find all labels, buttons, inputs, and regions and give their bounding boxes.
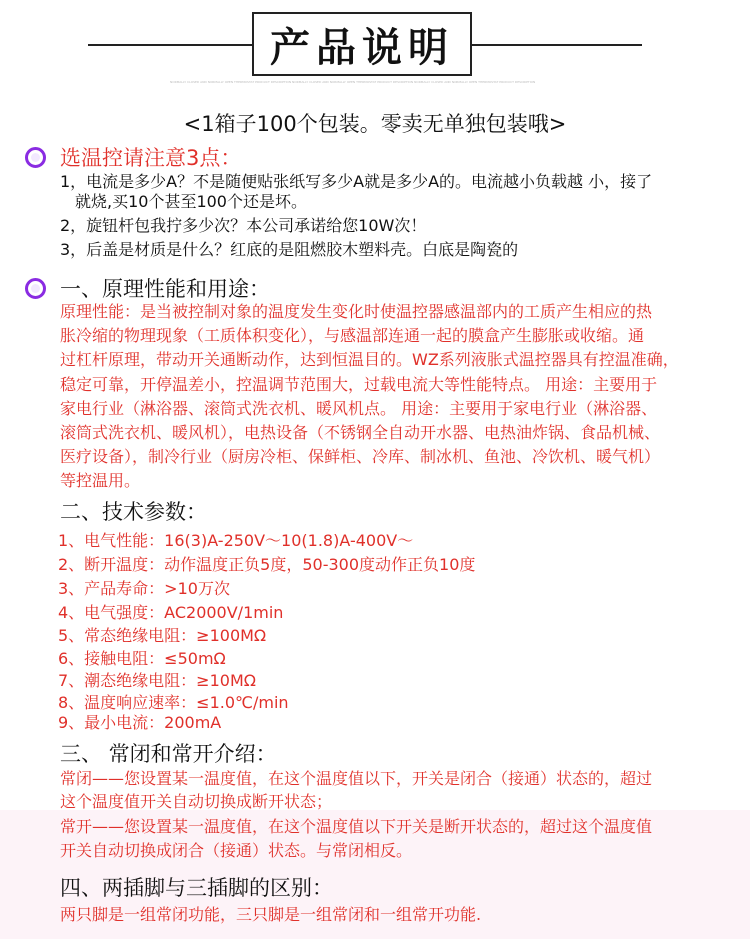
spec-item: 2、断开温度：动作温度正负5度，50-300度动作正负10度 (58, 555, 476, 574)
section4-text (60, 903, 740, 927)
paragraph-line: 家电行业（淋浴器、滚筒式洗衣机、暖风机点。 用途：主要用于家电行业（淋浴器、 (60, 398, 658, 418)
attention-item-2: 2，旋钮杆包我拧多少次？本公司承诺给您10W次！ (60, 216, 427, 235)
paragraph-line: 开关自动切换成闭合（接通）状态。与常闭相反。 (60, 841, 413, 860)
section1-paragraph (60, 300, 740, 494)
paragraph-line: 胀冷缩的物理现象（工质体积变化），与感温部连通一起的膜盒产生膨胀或收缩。通 (60, 326, 645, 346)
spec-item: 6、接触电阻：≤50mΩ (58, 649, 226, 668)
paragraph-line: 这个温度值开关自动切换成断开状态； (60, 792, 333, 811)
section4-heading: 四、两插脚与三插脚的区别： (60, 876, 333, 900)
title-rule-left (88, 44, 252, 46)
spec-item: 3、产品寿命：>10万次 (58, 579, 230, 598)
fine-print-line: NORMALLY CLOSED AND NORMALLY OPEN THERMOSTAT PRODUCT DESCRIPTION NORMALLY CLOSED AND NORMALLY OPEN THERMOSTAT PRODUCT DESCRIPTION NORMALLY CLOSED AND NORMALLY OPEN THERMOSTAT PRODUCT DESCRIPTION (170, 80, 536, 84)
spec-item: 5、常态绝缘电阻：≥100MΩ (58, 626, 267, 645)
paragraph-line: 滚筒式洗衣机、暖风机），电热设备（不锈钢全自动开水器、电热油炸锅、食品机械、 (60, 423, 661, 443)
circle-bullet-icon (25, 278, 46, 299)
section2-heading: 二、技术参数： (60, 500, 207, 524)
page-title: 产品说明 (252, 12, 472, 76)
packaging-notice: <1箱子100个包装。零卖无单独包装哦> (183, 112, 567, 136)
title-rule-right (472, 44, 642, 46)
circle-bullet-icon (25, 147, 46, 168)
attention-item-3: 3，后盖是材质是什么？红底的是阻燃胶木塑料壳。白底是陶瓷的 (60, 240, 519, 259)
paragraph-line: 两只脚是一组常闭功能，三只脚是一组常闭和一组常开功能. (60, 905, 482, 924)
spec-item: 8、温度响应速率：≤1.0℃/min (58, 693, 289, 712)
paragraph-line: 等控温用。 (60, 471, 141, 491)
paragraph-line: 常闭——您设置某一温度值，在这个温度值以下，开关是闭合（接通）状态的，超过 (60, 769, 653, 788)
section3-heading: 三、 常闭和常开介绍： (60, 742, 277, 766)
paragraph-line: 医疗设备），制冷行业（厨房冷柜、保鲜柜、冷库、制冰机、鱼池、冷饮机、暖气机） (60, 447, 661, 467)
spec-item: 9、最小电流：200mA (58, 713, 222, 732)
paragraph-line: 稳定可靠，开停温差小，控温调节范围大，过载电流大等性能特点。 用途：主要用于 (60, 374, 658, 394)
paragraph-line: 常开——您设置某一温度值，在这个温度值以下开关是断开状态的，超过这个温度值 (60, 817, 653, 836)
normally-open-paragraph (60, 815, 740, 863)
spec-item: 1、电气性能：16(3)A-250V～10(1.8)A-400V～ (58, 531, 414, 550)
section1-heading: 一、原理性能和用途： (60, 277, 270, 301)
normally-closed-paragraph (60, 767, 740, 813)
paragraph-line: 原理性能：是当被控制对象的温度发生变化时使温控器感温部内的工质产生相应的热 (60, 302, 653, 321)
spec-item: 7、潮态绝缘电阻：≥10MΩ (58, 671, 256, 690)
spec-item: 4、电气强度：AC2000V/1min (58, 603, 284, 622)
attention-item-1: 1，电流是多少A？不是随便贴张纸写多少A就是多少A的。电流越小负载越 小，接了 (60, 172, 653, 191)
attention-heading: 选温控请注意3点： (60, 146, 242, 170)
paragraph-line: 过杠杆原理，带动开关通断动作，达到恒温目的。WZ系列液胀式温控器具有控温准确， (60, 350, 679, 370)
attention-item-1-cont: 就烧,买10个甚至100个还是坏。 (75, 192, 307, 211)
